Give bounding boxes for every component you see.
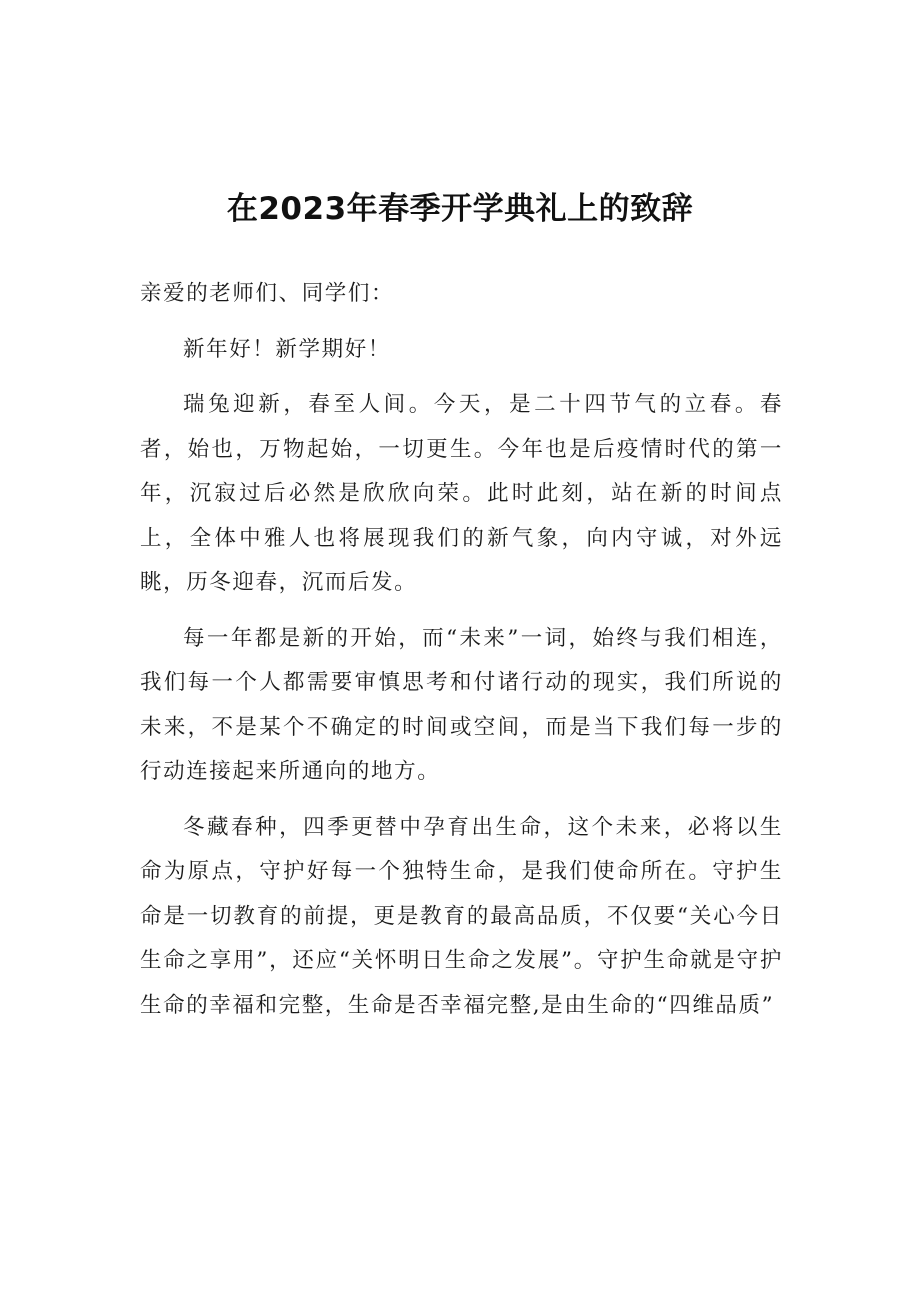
salutation: 亲爱的老师们、同学们： [140,281,395,306]
paragraph-spring: 瑞兔迎新，春至人间。今天，是二十四节气的立春。春者，始也，万物起始，一切更生。今年也是后疫情时代的第一年，沉寂过后必然是欣欣向荣。此时此刻，站在新的时间点上，全体中雅人也将展现我们的新气象，向内守诚，对外远眺，历冬迎春，沉而后发。 [140,392,783,595]
document-body [140,272,783,1039]
paragraph-greeting: 新年好！新学期好！ [183,336,391,362]
paragraph-life: 冬藏春种，四季更替中孕育出生命，这个未来，必将以生命为原点，守护好每一个独特生命，是我们使命所在。守护生命是一切教育的前提，更是教育的最高品质，不仅要“关心今日生命之享用”，还应“关怀明日生命之发展”。守护生命就是守护生命的幸福和完整，生命是否幸福完整,是由生命的“四维品质” [140,814,783,1018]
paragraph-future: 每一年都是新的开始，而“未来”一词，始终与我们相连，我们每一个人都需要审慎思考和付诸行动的现实，我们所说的未来，不是某个不确定的时间或空间，而是当下我们每一步的行动连接起来所通向的地方。 [140,625,783,784]
document-title: 在2023年春季开学典礼上的致辞 [226,190,694,227]
